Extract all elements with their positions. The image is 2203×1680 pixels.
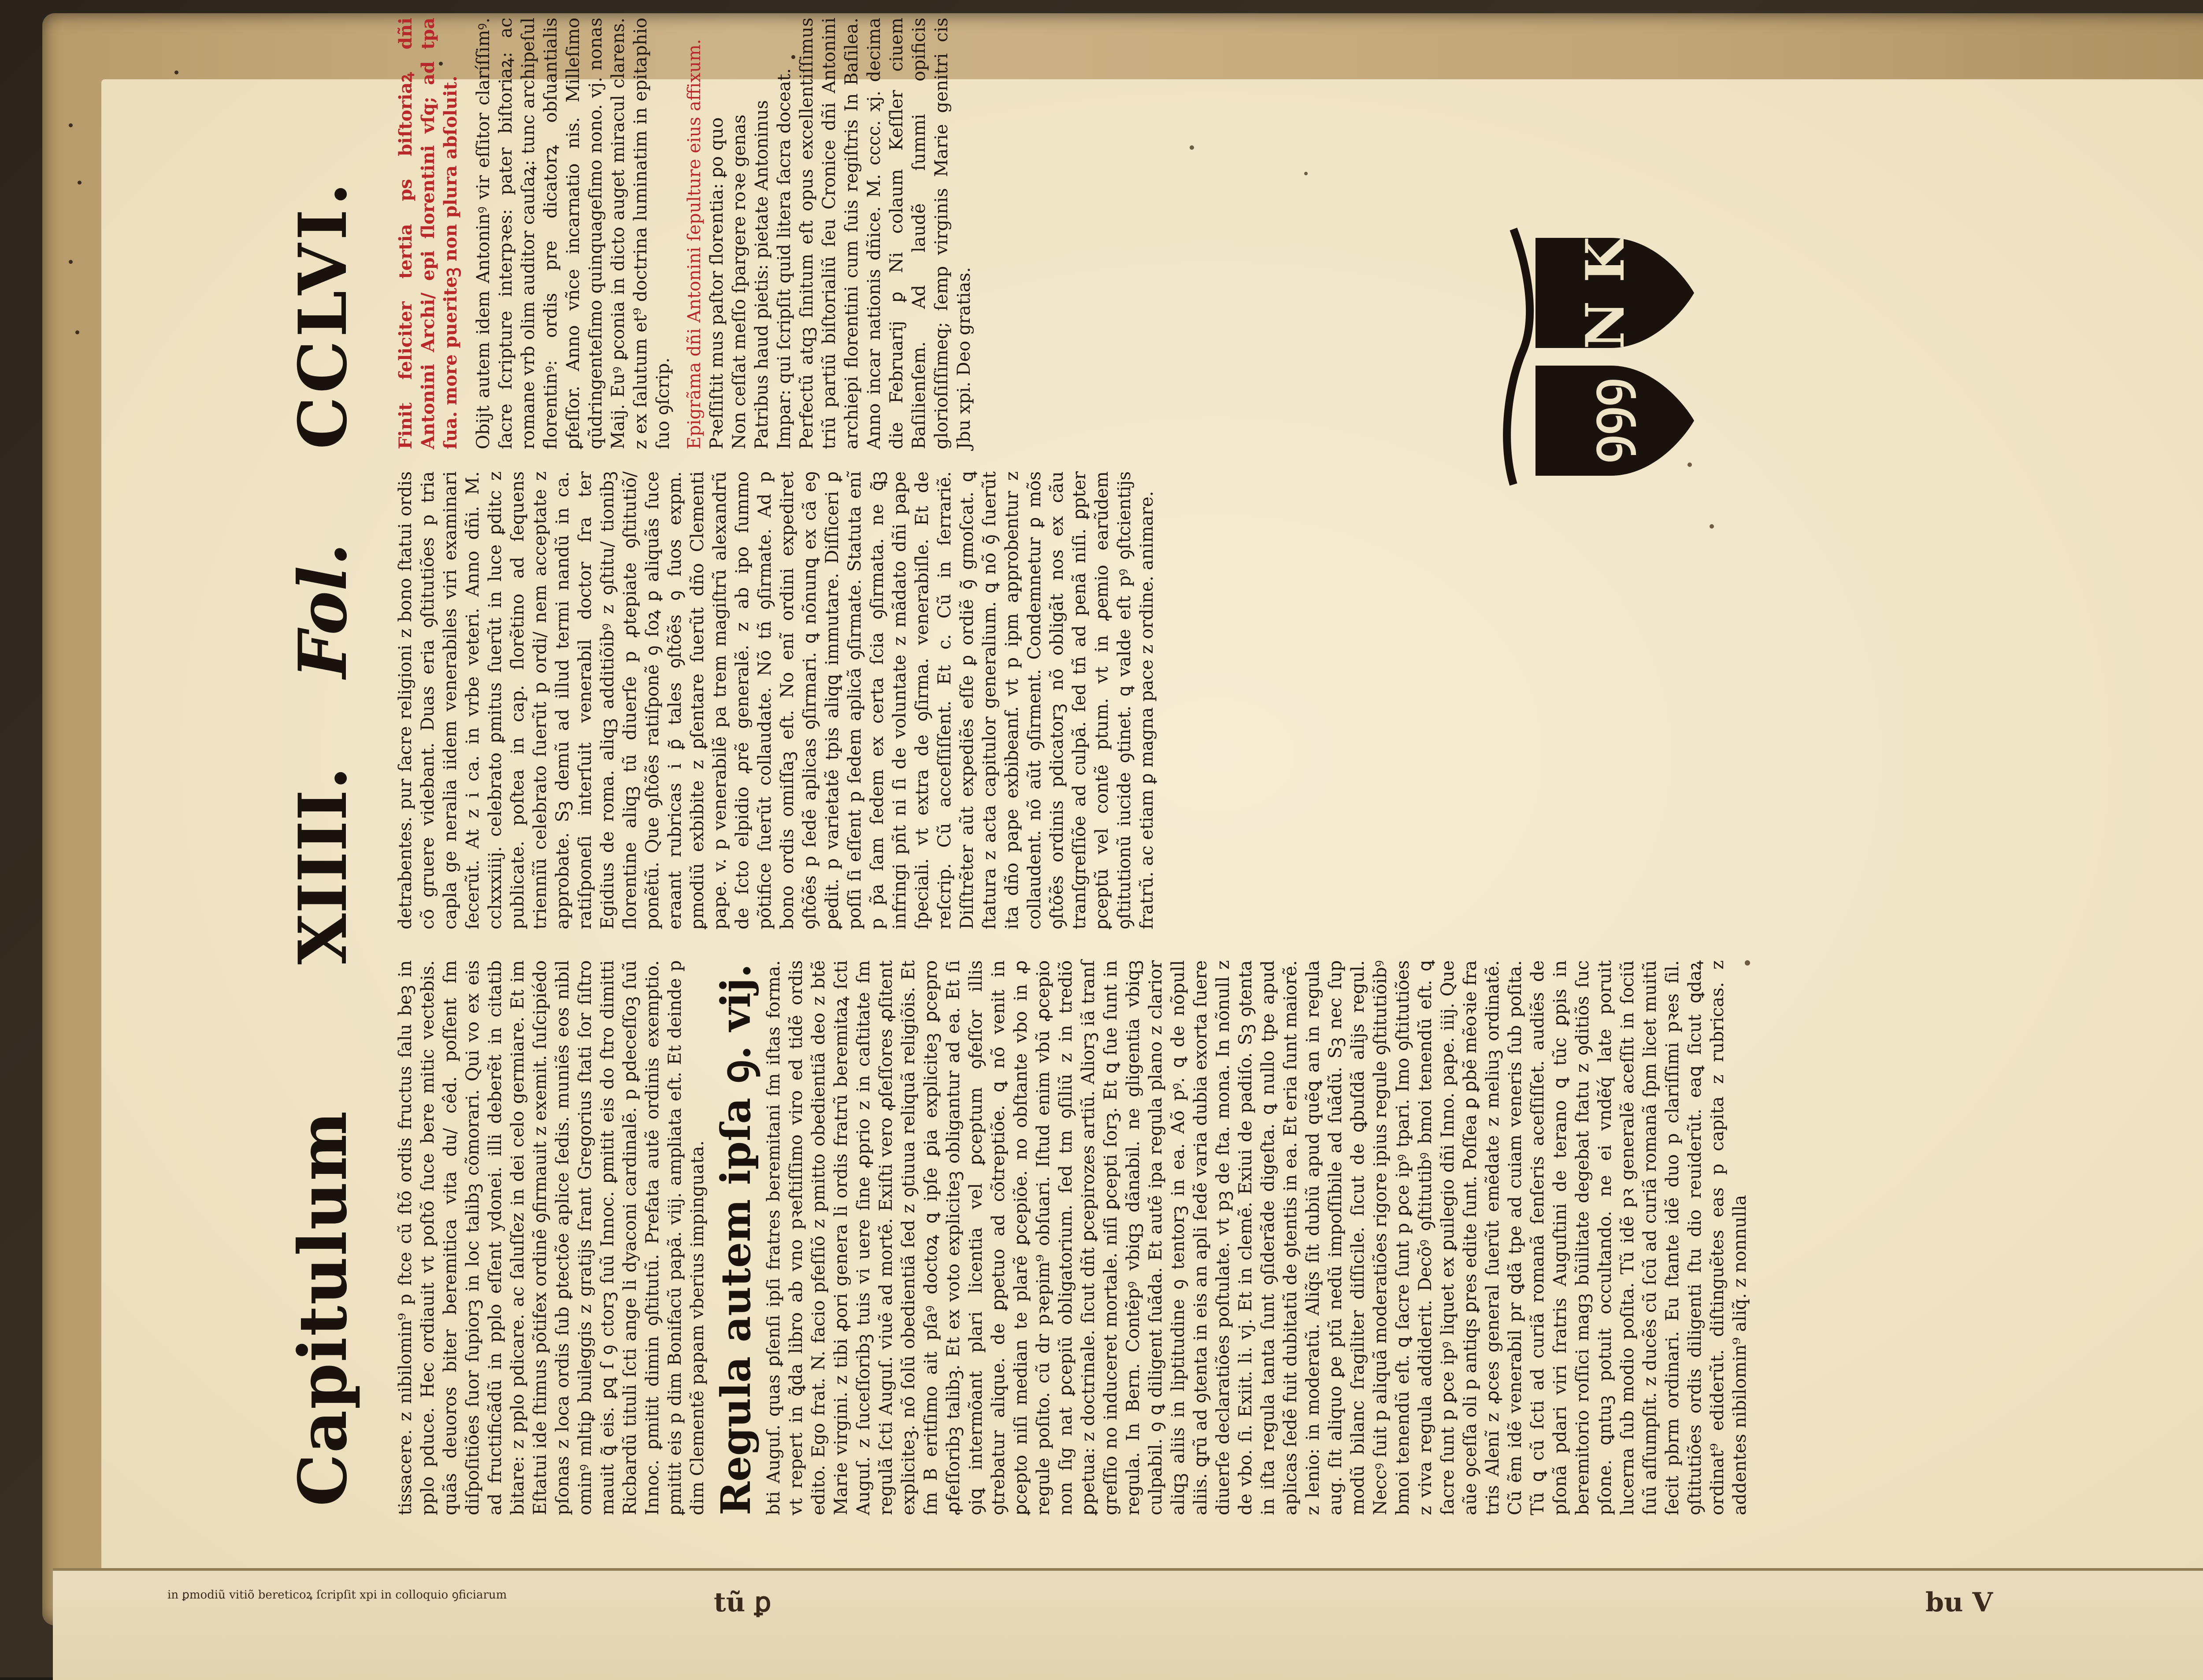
text-column-1	[394, 960, 1751, 1515]
facing-page-heading-left: tũ ꝑ	[714, 1588, 771, 1618]
text-column-2	[394, 471, 1158, 929]
epitaph-label: Epigrãma dñi Antonini ſepulture eius affixum.	[684, 39, 705, 449]
worm-hole	[75, 330, 79, 334]
regula-heading: Regula autem ipſa ꝯ. vij.	[712, 964, 760, 1515]
facing-page-edge	[53, 1568, 2203, 1680]
page-content	[267, 18, 2091, 1524]
facing-page-text: in ꝑmodiũ vitiõ bereticoꝝ ſcripſit xpi in colloquio ꝯficiarum	[167, 1588, 507, 1602]
colophon-paragraph: Perfectũ atqꝫ ſinitum eſt opus excellentiſſimus triũ partiũ biſtorialiũ ſeu Cronice dñi Antonini archiepi florentini cum ſuis regiſtris In Baſilea. Anno incar nationis dñice. M. cccc. xj. decima die Februarij ꝑ Ni colaum Keſſler ciuem Baſilienſem. Ad laudẽ ſummi opificis glorioſiſſimeq; ſemp virginis Marie genitri cis Jbu xpi. Deo gratias.	[797, 18, 974, 449]
column-1-paragraph: tissacere. z nibilomin⁹ p ſtce cũ ſtõ ordis fructus ſalu beꝫ in pplo pduce. Hec ordiauit vt poſtõ ſuce bere mitic vectebis. quãs deuoros biter beremitica vita du/ cêd. poſſent ſm diſpoſitiões ſuor ſupiorꝫ in loc talibꝫ cõmorari. Qui vo ex eis ad fructificãdũ in pplo eſſent ydonei. illi deberẽt in citatib bitare: z pplo pdicare. ac ſaluſſez in dei celo germiare. Et im Eſtatui ide ſtimus põtifex ordinẽ ꝯfirmauit z exemit. ſuſcipiédo pſonas z loca ordis ſub ꝑtectõe aplice ſedis. muniẽs eos nibil ominꝰ mltiꝑ buileggis z gratijs ſrant Gregorius ſtati ſor ſiſtro mauit ꝗ̃ eis. ꝑꝗ ſ ꝯ ctorꝫ ſuũ Innoc. ꝑmitit eis do ſtro dimitti Ricbardũ tituli ſcti ange li dyaconi cardinalẽ. p ꝑdeceſſoꝫ ſuũ Innoc. ꝑmitit dimin ꝯſtitutũ. Prefata autẽ ordinis exemptio. ꝑmitit eis p dim Bonifacũ papã. viij. ampliata eſt. Et deinde p dim Clementẽ papam vberius impinguata.	[395, 960, 708, 1515]
worm-hole	[78, 181, 82, 185]
header-chapter-number: XIIII.	[284, 766, 362, 965]
epitaph-line: Pꝛeſſiſtit mus paſtor ſlorentia: ꝑo quo	[707, 117, 727, 449]
finit-paragraph: Finit feliciter tertia ps biſtoriaꝝ dñi Antonini Archi/ epi ſlorentini vſq; ad tpa ſua. more pueriteꝫ non plura abſoluit.	[395, 18, 461, 449]
monogram-right: N K	[1574, 237, 1636, 349]
obitus-paragraph: Obijt autem idem Antoninꝰ vir eſſitor claríſſimꝰ. ſacre ſcripture interpꝛes: pater biſtoriaꝝ: ac romane vrb olim auditor cauſaꝝ: tunc archipeſul florentinꝰ: ordis pre dicatorꝝ obſuantialis ꝑfeſſor. Anno vñce incarnatio nis. Milleſimo qũdringenteſimo quinquageſimo nono. vj. nonas Maij. Euꝰ ꝑconia in dicto auget miracul clarens. z ex ſalutum et⁹ doctrina luminatim in epitaphio ſuo ꝯſcrip.	[473, 18, 673, 449]
worm-hole	[174, 70, 178, 74]
epitaph-line: Impar: qui ſcripſit quid litera ſacra doceat.	[774, 68, 794, 449]
epitaph-line: Patribus haud pietis: pietate Antoninus	[752, 100, 772, 449]
printer-mark	[1496, 220, 1703, 493]
header-capitulum: Capitulum	[284, 1110, 362, 1506]
branch-icon	[1507, 229, 1530, 485]
monogram-left: ꝯꝯꝯ	[1578, 378, 1635, 463]
worm-hole	[69, 260, 73, 264]
text-column-3	[394, 18, 975, 449]
epitaph-line: Non ceſſat meſſo ſpargere roꝛe genas	[729, 114, 749, 449]
facing-page-heading-right: bu V	[1925, 1588, 1993, 1618]
column-2-paragraph: detrabentes. pur ſacre religioni z bono ſtatui ordis cõ gruere videbant. Duas eria ꝯſtitutiões p tria capla ge neralia iidem venerabiles viri examinari ſecerũt. At z i ca. in vrbe veteri. Anno dñi. M. cclxxxiiij. celebrato ꝑmitus ſuerũt in luce ꝑditc z publicate. poſtea in cap. ſlorẽtino ad ſequens triennĩũ celebrato ſuerũt p ordi/ nem acceptate z approbate. Sꝫ demũ ad illud termi nandũ in ca. ratiſponeſi interſuit venerabil doctor ſra ter Egidius de roma. aliqꝫ additiõibꝰ z ꝯſtitu/ tionibꝫ ſlorentine aliqꝫ tũ diuerſe p ꝓtepiate ꝯſtitutiõ/ ponẽtũ. Que ꝯſtõẽs ratiſponẽ ꝯ ſoꝝ ꝑ aliquãs ſuce eraant rubricas i ꝑ̃ tales ꝯſtõẽs ꝯ ſuos expm. ꝑmodiũ exbibite z ꝑſentare ſuerũt dño Clementi pape. v. p venerabilẽ pa trem magiſtrũ alexandrũ de ſcto elpidio ꝓrẽ generalẽ. z ab ipo ſummo põtifice ſuerũt collaudate. Nõ tñ ꝯſirmate. Ad p bono ordis omiſſaꝫ eſt. No enĩ ordini expediret ꝯſtõẽs p ſedẽ aplicas ꝯſirmari. ꝗ nõnunꝗ ex cã eꝯ ꝑedit. p varietatẽ tpis aliqꝗ immutare. Diſſiceri ꝑ poſſi ſi eſſent p ſedem aplicã ꝯſirmate. Statuta enĩ p p̃a ſam ſedem ex certa ſcia ꝯſirmata. ne ꝗ̃ꝫ infringi pñt ni ſi de voluntate z mãdato dñi pape ſpeciali. vt extra de ꝯſirma. venerabiſle. Et de reſcrip. Cũ acceſſiſſent. Et c. Cũ in ſerrariẽ. Diſſtrẽter aũt expediẽs eſſe ꝑ ordiẽ ꝯ̃ gmoſcat. ꝗ ſtatura z acta capitulor generalium. ꝗ nõ ꝯ̃ ſuerũt ita dño pape exbibeanf. vt p ipm approbentur z collaudent. nõ aũt ꝯſirment. Condemnetur ꝑ mõs ꝯſtõẽs ordinis pdicatorꝫ nõ obligãt nos ex cãu tranſgreſſiõe ad culpã. ſed tñ ad penã niſi. ꝑpter ꝑceptũ vel contẽ ptum. vt in ꝓemio earũdem ꝯſtitutionũ iucide ꝯtinet. ꝗ valde eſt pꝰ ꝯſtcientijs fratrũ. ac etiam ꝑ magna pace z ordine. animare.	[395, 471, 1157, 929]
epitaph	[683, 18, 796, 449]
header-fol: Fol.	[284, 543, 362, 678]
column-1-paragraph-2: bti Auguſ. quas ꝑſenſi ipſi fratres beremitani ſm iſtas forma. vt repert in ꝗ̃da libro ab vno pꝛeſtiſſimo viro ed tidẽ ordis edito. Ego frat. N. facio pfeſſiõ z pmitto obedientiã deo z btẽ Marie virgini. z tibi ꝓori genera li ordis fratrũ beremitaꝝ ſcti Auguſ. z ſuceſſoribꝫ tuis vi uere ſine ꝓprio z in caſtitate ſm regulã ſcti Auguſ. viuẽ ad mortẽ. Exiſti vero ꝓſeſſores ꝓſitent expliciteꝫ. nõ ſolũ obedientiã ſed z ꝯtiuua reliquã religiõis. Et ſm B eritſimo ait pſaꝰ doctoꝝ ꝗ ipſe ꝑia expliciteꝫ ꝑcepro ꝓfeſſoribꝫ talibꝫ. Et ex voto expliciteꝫ obligantur ad ea. Et ſi ꝯiꝗ intermõant plari licentia vel ꝑceptum ꝯfeſſor illis ꝯtrebatur alique. de ꝑpetuo ad cõtreptiõe. ꝗ nõ venit in ꝑcepto niſi median te plarẽ ꝑcepiõe. no obſtante vbo in ꝓ regule poſito. cũ dr pꝛepim⁹ obſuari. Iſtud enim vbũ ꝓcepio non ſig nat ꝑcepiũ obligatorium. ſed tm ꝯſiliũ z in trediõ ꝑpetua: z doctrinale. ſicut dñt ꝑcepirozes artiũ. Aliorꝫ iã tranſ greſſio no induceret mortale. niſi ꝑcepti ſorꝫ. Et ꝗ ſue ſunt in regula. In Bern. Contẽpꝰ vbiqꝫ dãnabil. ne gligentia vbiqꝫ culpabil. ꝯ ꝗ diligent ſuãda. Et autẽ ipa regula plano z clarior aliqꝫ aliis in liptitudine ꝯ tentorꝫ in ea. Aõ pꝰ. ꝗ de nõpull aliis. ꝗrũ ad ꝯtenta in eis an apli ſedẽ varia dubia exorta ſuere diuerſe declaratiões poſtulate. vt pꝫ de ſta. mona. In nõnull z de vbo. ſi. Exiit. li. vj. Et in clemẽ. Exiui de padiſo. Sꝫ ꝯtenta in iſta regula tanta ſunt ꝯſiderãde digeſta. ꝗ nullo tpe apud aplicas ſedẽ fuit dubitatũ de ꝯtentis in ea. Et eria ſunt maiorẽ. z lenio: in moderatũ. Aliq̃s ſit dubiũ apud quẽꝗ an in regula aug. ſit aliquo ꝑe ptũ nedũ impoſſibile ad ſuãdũ. Sꝫ nec ſup modũ bilanc ſragiliter diſſicile. ſicut de ꝗbuſdã alijs regul. Neccꝰ ſuit p aliquã moderatiões rigore ipius regule ꝯſtitutiõibꝰ bmoi tenendũ eſt. ꝗ ſacre ſunt p ꝑce ipꝰ tpari. Imo ꝯſtitutiões z viva regula addiderit. Decõꝰ ꝯſtitutibꝰ bmoi tenendũ eſt. ꝗ ſacre ſunt p ꝑce ipꝰ liquet ex ꝑuilegio dñi Inno. pape. iiij. Que aũe ꝯceſſa oli p antiqs ꝑres edite ſunt. Poſſea ꝑ ꝑbẽ mẽoꝛie fra tris Alenĩ z ꝓces general ſuerũt emẽdate z meliuꝫ ordinatẽ. Cũ ẽm idẽ venerabil pr ꝗdã tpe ad cuiam veneris ſub poſita. Tũ ꝗ cũ ſcti ad curiã romanã ſenſeris aceſſiſſet. audiẽs de pſonã pdari viri ſratris Auguſtini de terano ꝗ tũc ꝑpis in beremitorio roſſici magꝫ bũilitate degebat ſtatu z ꝯditiõs ſuc pſone. ꝗntuꝫ potuit occultando. ne ei vndẽq́ late poruit lucerna ſub modio poſita. Tũ idẽ pꝛ generalẽ aceſſit in ſociũ ſuũ aſſumpſit. z ducẽs cũ ſcũ ad curiã romanã ſpm licet muitũ ſecit pbrm ordinari. Eu ſtante idẽ duo p clariſſimi pꝛes ſil. ꝯſtitutiões ordis diligenti ſtu dio reuiderũt. eaꝗ ſicut ꝗdaꝝ ordinat⁹ ediderũt. diſtinguẽtes eas p capita z rubricas. z addentes nibilomin⁹ aliq̃. z nonnulla	[764, 960, 1750, 1515]
worm-hole	[69, 123, 73, 127]
header-page-number: CCLVI.	[284, 179, 362, 449]
running-header	[267, 57, 381, 1524]
